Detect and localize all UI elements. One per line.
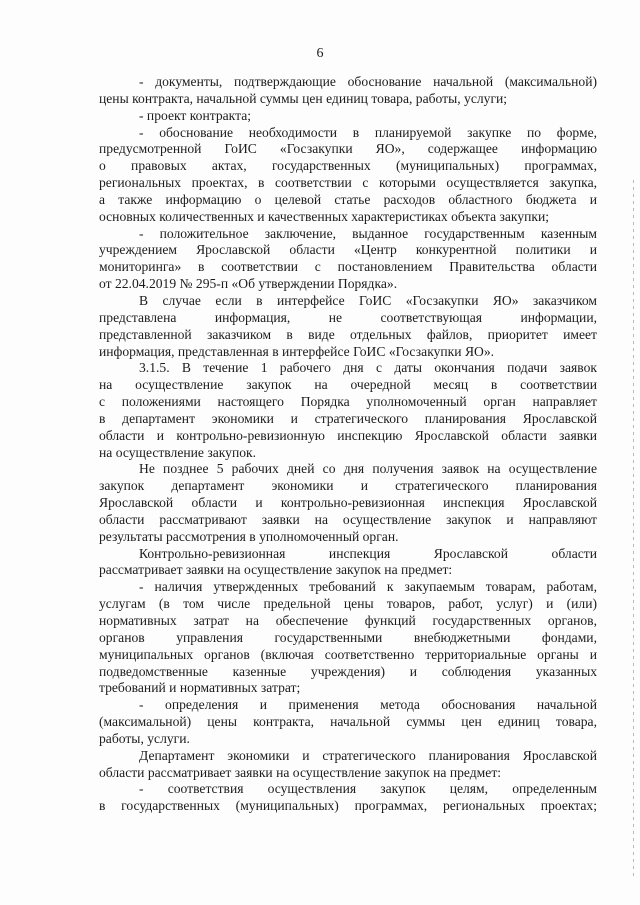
text-line: о правовых актах, государственных (муниципальных) программах, xyxy=(99,158,597,174)
text-line: закупок департамент экономики и стратегического планирования xyxy=(99,478,597,494)
text-line: результаты рассмотрения в уполномоченный орган. xyxy=(99,528,399,544)
text-line: - проект контракта; xyxy=(139,107,252,123)
text-line: - наличия утвержденных требований к закупаемым товарам, работам, xyxy=(139,579,597,595)
text-line: нормативных затрат на обеспечение функций государственных органов, xyxy=(99,613,597,628)
text-line: - положительное заключение, выданное государственным казенным xyxy=(139,225,597,241)
text-line: Ярославской области и контрольно-ревизионная инспекция Ярославской xyxy=(99,495,597,511)
text-line: подведомственные казенные учреждения) и соблюдения указанных xyxy=(99,663,597,679)
text-line: предусмотренной ГоИС «Госзакупки ЯО», содержащее информацию xyxy=(99,141,597,157)
text-line: - соответствия осуществления закупок целям, определенным xyxy=(139,781,597,797)
scan-edge-mark xyxy=(633,180,634,880)
text-line: региональных проектах, в соответствии с которыми осуществляется закупка, xyxy=(99,175,597,191)
text-line: представленной заказчиком в виде отдельных файлов, приоритет имеет xyxy=(99,326,597,342)
text-line: области рассматривает заявки на осуществление закупок на предмет: xyxy=(99,764,502,780)
text-line: требований и нормативных затрат; xyxy=(99,680,301,696)
text-line: области рассматривают заявки на осуществление закупок и направляют xyxy=(99,511,597,527)
text-line: услугам (в том числе предельной цены товаров, работ, услуг) и (или) xyxy=(99,596,597,612)
text-line: информация, представленная в интерфейсе ГоИС «Госзакупки ЯО». xyxy=(99,343,495,359)
document-body xyxy=(99,74,597,815)
text-line: В случае если в интерфейсе ГоИС «Госзакупки ЯО» заказчиком xyxy=(139,292,597,308)
text-line: - определения и применения метода обоснования начальной xyxy=(139,697,597,713)
text-line: - обоснование необходимости в планируемой закупке по форме, xyxy=(139,124,597,140)
text-line: а также информацию о целевой статье расходов областного бюджета и xyxy=(99,191,597,207)
text-line: на осуществление закупок. xyxy=(99,444,257,460)
text-line: в государственных (муниципальных) программах, региональных проектах; xyxy=(99,798,597,814)
text-line: мониторинга» в соответствии с постановлением Правительства области xyxy=(99,259,597,275)
text-line: муниципальных органов (включая соответственно территориальные органы и xyxy=(99,646,597,662)
text-line: Департамент экономики и стратегического планирования Ярославской xyxy=(139,747,597,763)
text-line: учреждением Ярославской области «Центр конкурентной политики и xyxy=(99,242,597,258)
page-number: 6 xyxy=(316,46,324,61)
text-line: рассматривает заявки на осуществление закупок на предмет: xyxy=(99,562,453,578)
text-line: представлена информация, не соответствующая информации, xyxy=(99,309,597,325)
text-line: работы, услуги. xyxy=(99,730,190,746)
text-line: Контрольно-ревизионная инспекция Ярославской области xyxy=(139,545,597,561)
text-line: (максимальной) цены контракта, начальной суммы цен единиц товара, xyxy=(99,714,597,730)
text-line: 3.1.5. В течение 1 рабочего дня с даты окончания подачи заявок xyxy=(139,360,597,376)
text-line: цены контракта, начальной суммы цен единиц товара, работы, услуги; xyxy=(99,90,508,106)
text-line: в департамент экономики и стратегического планирования Ярославской xyxy=(99,410,597,426)
text-line: Не позднее 5 рабочих дней со дня получения заявок на осуществление xyxy=(139,461,597,477)
text-line: - документы, подтверждающие обоснование начальной (максимальной) xyxy=(139,74,597,89)
text-line: от 22.04.2019 № 295-п «Об утверждении Порядка». xyxy=(99,276,398,292)
text-line: органов управления государственными внебюджетными фондами, xyxy=(99,629,597,645)
text-line: области и контрольно-ревизионную инспекцию Ярославской области заявки xyxy=(99,427,597,443)
text-line: на осуществление закупок на очередной месяц в соответствии xyxy=(99,377,597,393)
text-line: с положениями настоящего Порядка уполномоченный орган направляет xyxy=(99,394,597,410)
text-line: основных количественных и качественных характеристиках объекта закупки; xyxy=(99,208,550,224)
